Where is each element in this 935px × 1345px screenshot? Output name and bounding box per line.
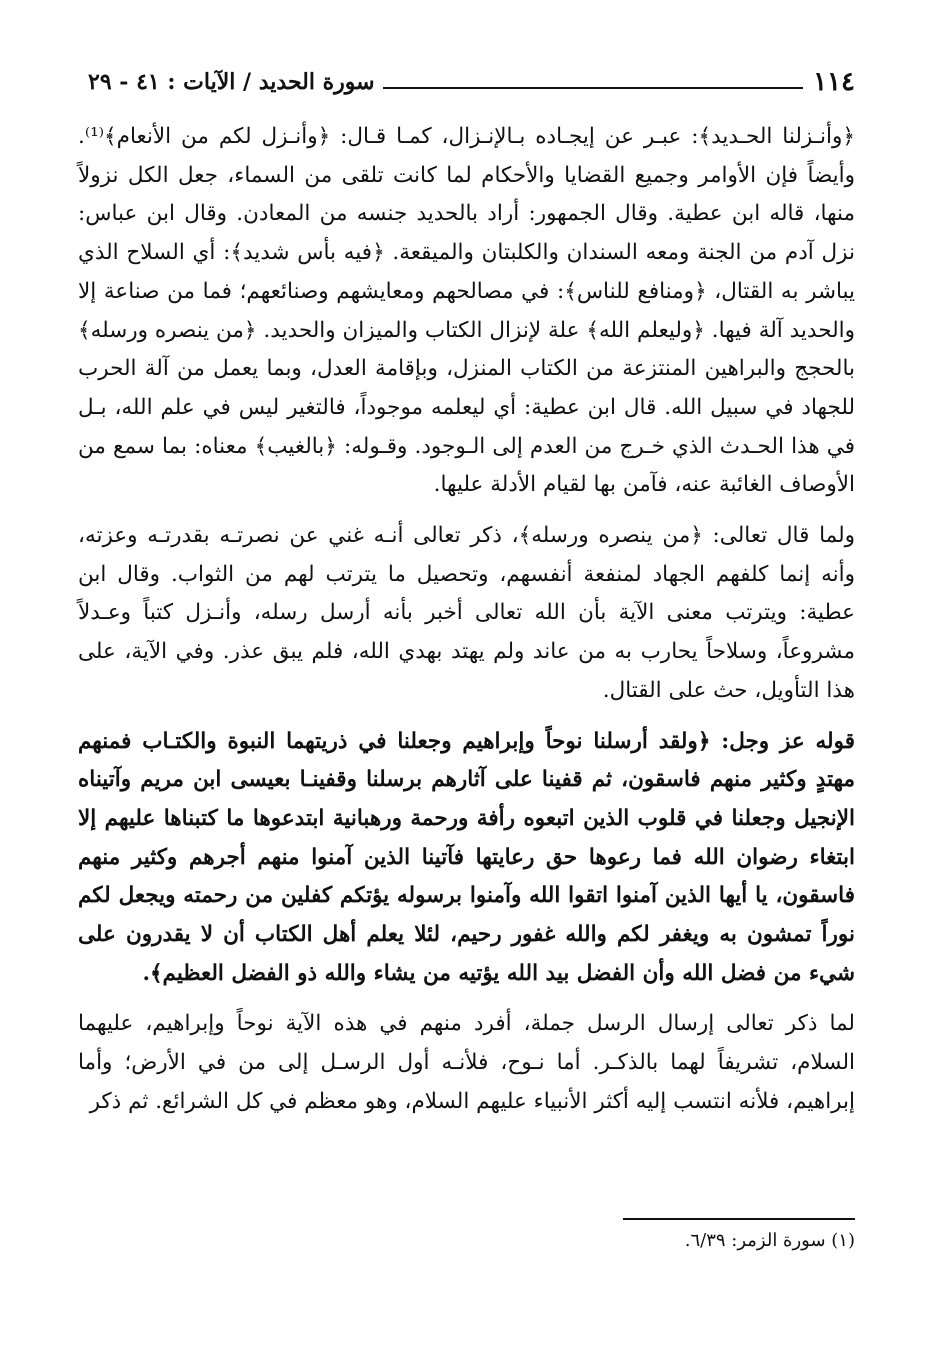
surah-title: سورة الحديد / الآيات : ٤١ - ٢٩	[88, 69, 375, 95]
page-number: ١١٤	[813, 67, 855, 97]
page-body	[78, 118, 855, 1134]
paragraph-commentary-1: ﴿وأنـزلنا الحـديد﴾: عبـر عن إيجـاده بـالإنـزال، كمـا قـال: ﴿وأنـزل لكم من الأنعام﴾⁽¹⁾. وأيضاً فإن الأوامر وجميع القضايا والأحكام لما كانت تلقى من السماء، جعل الكل نزولاً منها، قاله ابن عطية. وقال الجمهور: أراد بالحديد جنسه من المعادن. وقال ابن عباس: نزل آدم من الجنة ومعه السندان والكلبتان والميقعة. ﴿فيه بأس شديد﴾: أي السلاح الذي يباشر به القتال، ﴿ومنافع للناس﴾: في مصالحهم ومعايشهم وصنائعهم؛ فما من صناعة إلا والحديد آلة فيها. ﴿وليعلم الله﴾ علة لإنزال الكتاب والميزان والحديد. ﴿من ينصره ورسله﴾ بالحجج والبراهين المنتزعة من الكتاب المنزل، وبإقامة العدل، وبما يعمل من آلة الحرب للجهاد في سبيل الله. قال ابن عطية: أي ليعلمه موجوداً، فالتغير ليس في علم الله، بـل في هذا الحـدث الذي خـرج من العدم إلى الـوجود. وقـوله: ﴿بالغيب﴾ معناه: بما سمع من الأوصاف الغائبة عنه، فآمن بها لقيام الأدلة عليها.	[78, 124, 855, 498]
paragraph-commentary-3: لما ذكر تعالى إرسال الرسل جملة، أفرد منهم في هذه الآية نوحاً وإبراهيم، عليهما السلام، تشريفاً لهما بالذكـر. أما نـوح، فلأنـه أول الرسـل إلى من في الأرض؛ وأما إبراهيم، فلأنه انتسب إليه أكثر الأنبياء عليهم السلام، وهو معظم في كل الشرائع. ثم ذكر	[78, 1011, 855, 1114]
footnote-rule	[623, 1218, 855, 1220]
header-rule	[383, 87, 804, 89]
paragraph-commentary-2: ولما قال تعالى: ﴿من ينصره ورسله﴾، ذكر تعالى أنـه غني عن نصرتـه بقدرتـه وعزته، وأنه إنما كلفهم الجهاد لمنفعة أنفسهم، وتحصيل ما يترتب لهم من الثواب. وقال ابن عطية: ويترتب معنى الآية بأن الله تعالى أخبر بأنه أرسل رسله، وأنـزل كتباً وعـدلاً مشروعاً، وسلاحاً يحارب به من عاند ولم يهتد بهدي الله، فلم يبق عذر. وفي الآية، على هذا التأويل، حث على القتال.	[78, 523, 855, 703]
paragraph-verse-quotation: قوله عز وجل: ﴿ولقد أرسلنا نوحاً وإبراهيم وجعلنا في ذريتهما النبوة والكتـاب فمنهم مهتدٍ وكثير منهم فاسقون، ثم قفينا على آثارهم برسلنا وقفينـا بعيسى ابن مريم وآتيناه الإنجيل وجعلنا في قلوب الذين اتبعوه رأفة ورحمة ورهبانية ابتدعوها ما كتبناها عليهم إلا ابتغاء رضوان الله فما رعوها حق رعايتها فآتينا الذين آمنوا منهم أجرهم وكثير منهم فاسقون، يا أيها الذين آمنوا اتقوا الله وآمنوا برسوله يؤتكم كفلين من رحمته ويجعل لكم نوراً تمشون به ويغفر لكم والله غفور رحيم، لئلا يعلم أهل الكتاب أن لا يقدرون على شيء من فضل الله وأن الفضل بيد الله يؤتيه من يشاء والله ذو الفضل العظيم﴾.	[78, 728, 855, 986]
footnote: (١) سورة الزمر: ٦/٣٩.	[684, 1230, 855, 1251]
running-header	[88, 62, 855, 102]
